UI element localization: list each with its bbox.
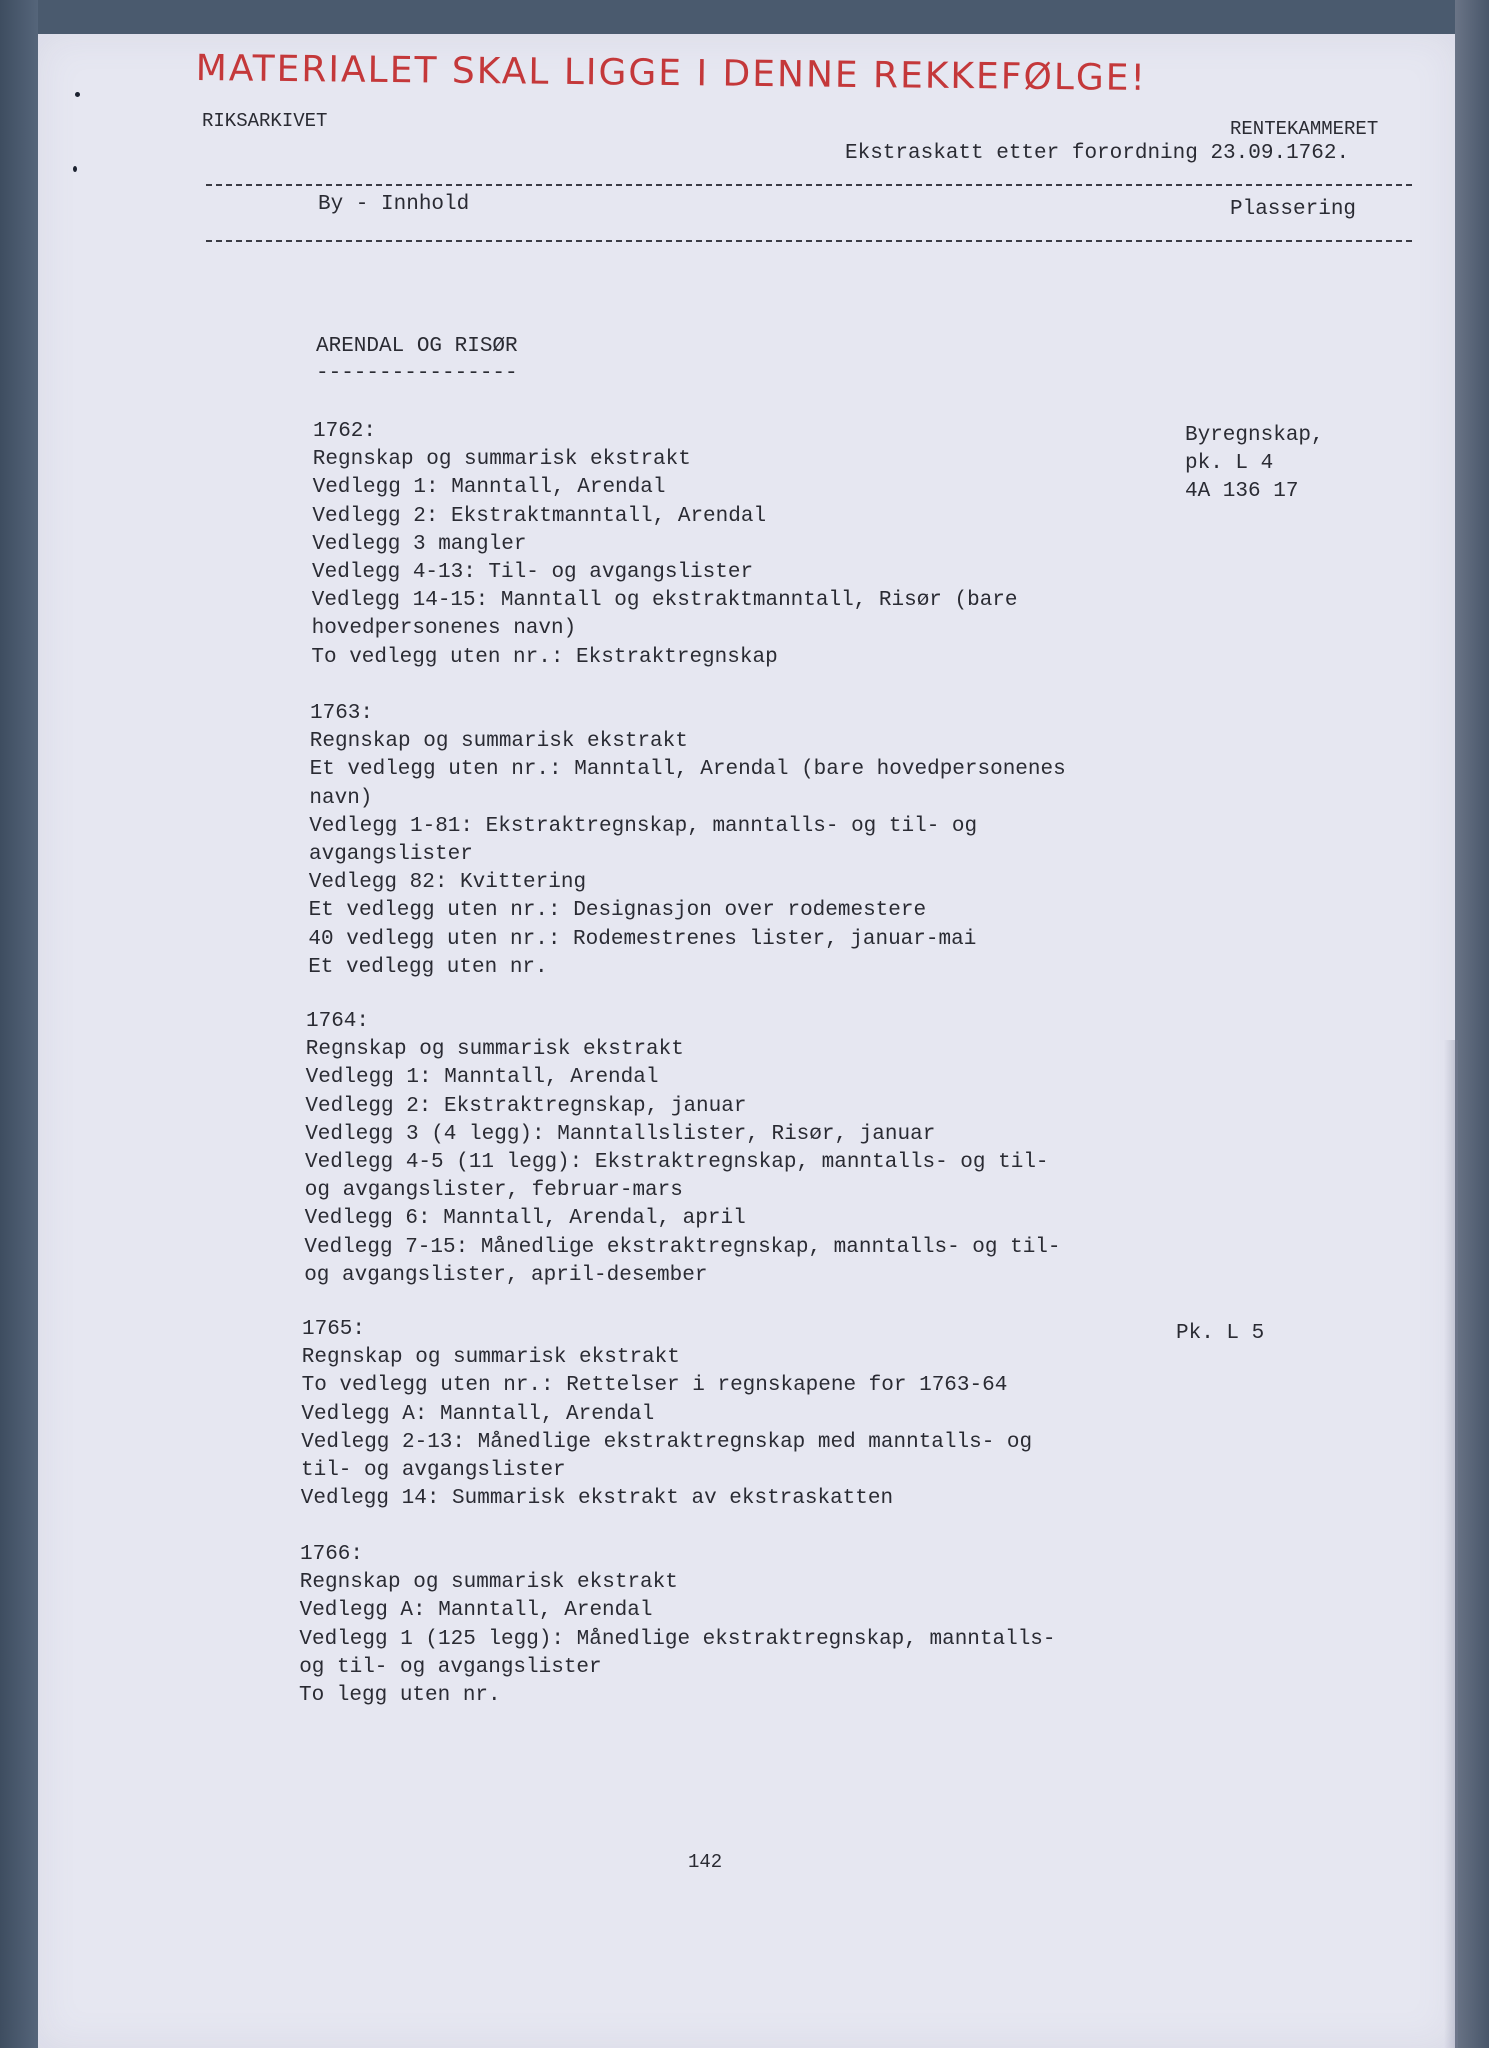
entry-year: 1764:: [306, 1010, 370, 1033]
right-binding-strip: [1455, 0, 1489, 2048]
page-fold: [1444, 1040, 1458, 2048]
entry-line: To vedlegg uten nr.: Rettelser i regnskapene for 1763-64: [301, 1374, 1008, 1398]
left-binding-strip: [0, 0, 38, 2048]
header-divider-bottom: [206, 240, 1412, 242]
placement-reference: Byregnskap,: [1185, 424, 1324, 447]
section-title: ARENDAL OG RISØR: [316, 335, 518, 358]
entry-line: Vedlegg 4-5 (11 legg): Ekstraktregnskap, manntalls- og til-: [305, 1151, 1049, 1174]
entry-line: Vedlegg 1 (125 legg): Månedlige ekstraktregnskap, manntalls-: [299, 1627, 1056, 1651]
binding-hole-mark: [75, 92, 80, 97]
entry-line: Vedlegg 1: Manntall, Arendal: [305, 1066, 659, 1090]
entry-line: Vedlegg 1: Manntall, Arendal: [312, 476, 666, 500]
header-divider-top: [206, 184, 1412, 186]
entry-line: Regnskap og summarisk ekstrakt: [299, 1571, 678, 1595]
entry-year: 1763:: [310, 702, 374, 725]
entry-line: To legg uten nr.: [299, 1684, 501, 1707]
entry-line: Vedlegg A: Manntall, Arendal: [299, 1599, 653, 1623]
entry-line: Vedlegg A: Manntall, Arendal: [301, 1402, 655, 1426]
entry-line: Et vedlegg uten nr.: Manntall, Arendal (bare hovedpersonenes: [309, 758, 1066, 782]
entry-line: og avgangslister, april-desember: [304, 1263, 708, 1287]
entry-line: Vedlegg 2-13: Månedlige ekstraktregnskap med manntalls- og: [301, 1430, 1033, 1454]
entry-line: To vedlegg uten nr.: Ekstraktregnskap: [311, 645, 778, 669]
entry-line: til- og avgangslister: [301, 1459, 566, 1482]
entry-line: Vedlegg 3 (4 legg): Manntallslister, Risør, januar: [305, 1122, 936, 1146]
entry-line: og avgangslister, februar-mars: [304, 1179, 683, 1203]
entry-line: 40 vedlegg uten nr.: Rodemestrenes lister, januar-mai: [308, 927, 977, 951]
entry-line: Regnskap og summarisk ekstrakt: [301, 1346, 680, 1370]
placement-reference: Pk. L 5: [1176, 1322, 1265, 1345]
entry-line: Regnskap og summarisk ekstrakt: [312, 448, 691, 472]
entry-line: avgangslister: [309, 843, 473, 866]
document-page: [38, 34, 1455, 2048]
entry-line: Vedlegg 7-15: Månedlige ekstraktregnskap, manntalls- og til-: [304, 1235, 1061, 1259]
entry-line: Vedlegg 14-15: Manntall og ekstraktmanntall, Risør (bare: [311, 589, 1018, 613]
entry-line: Et vedlegg uten nr.: [308, 955, 548, 979]
entry-line: Vedlegg 2: Ekstraktmanntall, Arendal: [312, 504, 767, 528]
entry-line: Regnskap og summarisk ekstrakt: [309, 730, 688, 754]
page-number: 142: [688, 1851, 723, 1873]
entry-year: 1766:: [300, 1543, 364, 1566]
binding-hole-mark: [73, 166, 77, 172]
entry-line: Vedlegg 14: Summarisk ekstrakt av ekstraskatten: [300, 1487, 894, 1511]
column-heading-placement: Plassering: [1230, 198, 1357, 221]
entry-line: navn): [309, 786, 373, 810]
entry-line: Vedlegg 6: Manntall, Arendal, april: [304, 1207, 746, 1231]
placement-reference: pk. L 4: [1185, 452, 1274, 476]
entry-line: hovedpersonenes navn): [311, 617, 577, 641]
entry-year: 1762:: [313, 420, 377, 443]
entry-line: Et vedlegg uten nr.: Designasjon over rodemestere: [308, 899, 927, 923]
entry-line: Vedlegg 3 mangler: [312, 532, 527, 556]
entry-line: Vedlegg 82: Kvittering: [308, 871, 587, 895]
entry-line: og til- og avgangslister: [299, 1655, 602, 1679]
entry-line: Regnskap og summarisk ekstrakt: [305, 1038, 684, 1062]
entry-line: Vedlegg 4-13: Til- og avgangslister: [312, 561, 754, 584]
entry-line: Vedlegg 1-81: Ekstraktregnskap, manntalls- og til- og: [309, 814, 978, 838]
column-heading-contents: By - Innhold: [318, 193, 470, 216]
entry-line: Vedlegg 2: Ekstraktregnskap, januar: [305, 1094, 747, 1118]
document-subtitle: Ekstraskatt etter forordning 23.09.1762.: [845, 142, 1350, 165]
handwritten-note: MATERIALET SKAL LIGGE I DENNE REKKEFØLGE!: [195, 48, 1148, 99]
placement-reference: 4A 136 17: [1185, 480, 1299, 504]
archive-name: RIKSARKIVET: [202, 110, 328, 132]
section-title-rule: ----------------: [316, 362, 518, 385]
department-name: RENTEKAMMERET: [1230, 118, 1379, 140]
entry-year: 1765:: [302, 1318, 366, 1341]
